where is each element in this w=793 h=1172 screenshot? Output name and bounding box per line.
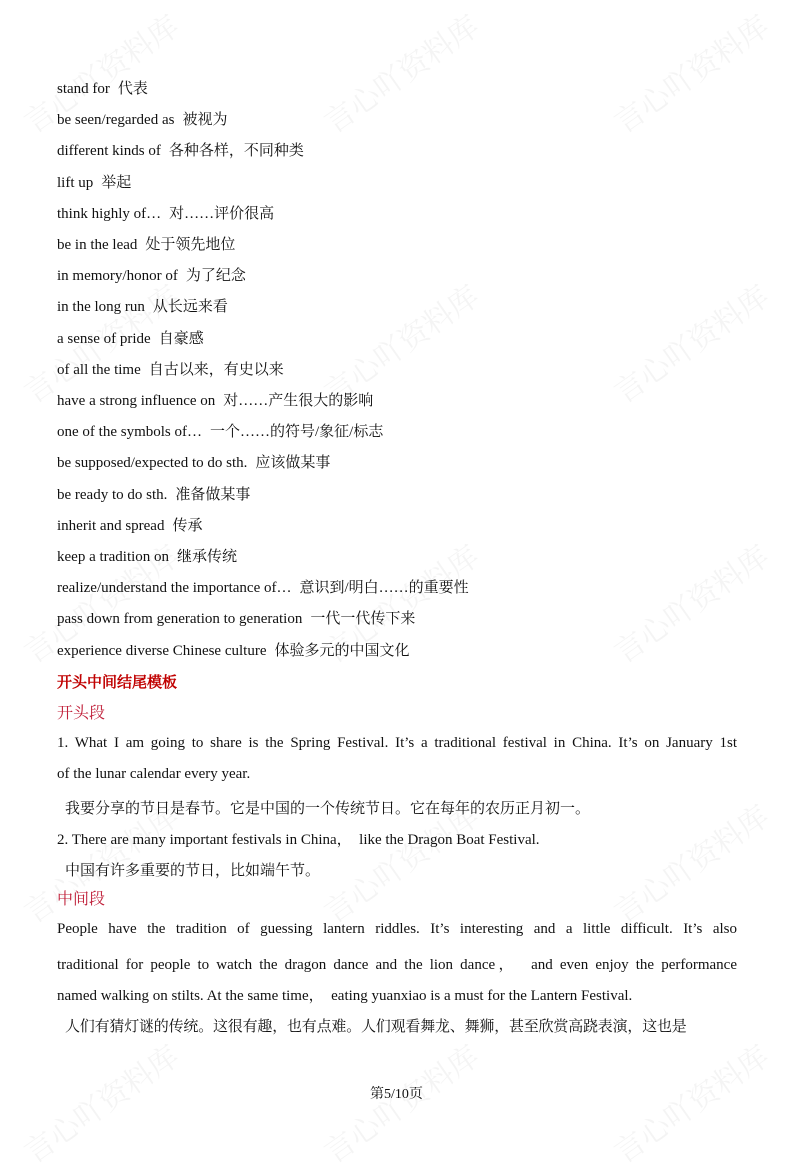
phrase-item bbox=[57, 297, 228, 317]
phrase-item bbox=[57, 173, 131, 193]
phrase-en: be ready to do sth. bbox=[57, 486, 168, 503]
phrase-item bbox=[57, 329, 204, 349]
phrase-en: in the long run bbox=[57, 299, 145, 316]
phrase-zh: 一个……的符号/象征/标志 bbox=[209, 424, 384, 441]
opening-p2: 2. There are many important festivals in China， like the Dragon Boat Festival. bbox=[57, 832, 540, 848]
phrase-en: think highly of… bbox=[57, 205, 162, 222]
phrase-item bbox=[57, 516, 202, 536]
phrase-zh: 对……产生很大的影响 bbox=[223, 393, 374, 409]
phrase-item bbox=[57, 79, 148, 99]
opening-p1-line2: of the lunar calendar every year. bbox=[57, 766, 251, 782]
phrase-en: of all the time bbox=[57, 361, 141, 378]
phrase-zh: 举起 bbox=[101, 174, 132, 191]
page-number: 第5/10页 bbox=[370, 1087, 423, 1102]
phrase-en: have a strong influence on bbox=[57, 393, 216, 409]
phrase-zh: 意识到/明白……的重要性 bbox=[299, 580, 469, 597]
phrase-en: lift up bbox=[57, 174, 94, 191]
phrase-item bbox=[57, 485, 250, 505]
middle-line3: named walking on stilts. At the same time， eating yuanxiao is a must for the Lantern Festival. bbox=[57, 988, 633, 1004]
watermark bbox=[314, 2, 487, 141]
phrase-zh: 被视为 bbox=[182, 112, 228, 129]
middle-heading: 中间段 bbox=[57, 891, 106, 908]
opening-p1-zh: 我要分享的节日是春节。它是中国的一个传统节日。它在每年的农历正月初一。 bbox=[65, 801, 591, 817]
template-heading: 开头中间结尾模板 bbox=[57, 675, 178, 691]
phrase-item bbox=[57, 547, 237, 567]
phrase-en: be supposed/expected to do sth. bbox=[57, 455, 248, 472]
phrase-en: inherit and spread bbox=[57, 517, 165, 534]
phrase-en: be seen/regarded as bbox=[57, 112, 175, 129]
phrase-item bbox=[57, 204, 274, 224]
phrase-zh: 代表 bbox=[117, 81, 148, 97]
phrase-zh: 为了纪念 bbox=[185, 268, 246, 285]
phrase-en: a sense of pride bbox=[57, 330, 151, 347]
phrase-item bbox=[57, 453, 330, 473]
phrase-en: different kinds of bbox=[57, 143, 161, 160]
watermark bbox=[604, 272, 777, 411]
opening-p2-zh: 中国有许多重要的节日，比如端午节。 bbox=[65, 863, 321, 879]
phrase-item bbox=[57, 235, 235, 255]
phrase-zh: 各种各样，不同种类 bbox=[168, 143, 304, 160]
phrase-zh: 继承传统 bbox=[177, 549, 238, 565]
phrase-zh: 应该做某事 bbox=[255, 455, 331, 472]
phrase-en: be in the lead bbox=[57, 237, 138, 253]
phrase-en: realize/understand the importance of… bbox=[57, 580, 292, 597]
phrase-en: experience diverse Chinese culture bbox=[57, 642, 267, 659]
middle-line1: People have the tradition of guessing lantern riddles. It’s interesting and a little difficult. It’s also bbox=[57, 921, 737, 937]
opening-p1-line1: 1. What I am going to share is the Spring Festival. It’s a traditional festival in China. It’s on January 1st bbox=[57, 735, 737, 751]
phrase-zh: 准备做某事 bbox=[175, 486, 251, 503]
phrase-zh: 一代一代传下来 bbox=[310, 611, 416, 628]
phrase-zh: 传承 bbox=[172, 517, 203, 534]
phrase-en: pass down from generation to generation bbox=[57, 611, 303, 628]
phrase-en: stand for bbox=[57, 81, 110, 97]
phrase-en: keep a tradition on bbox=[57, 549, 170, 565]
opening-heading: 开头段 bbox=[57, 705, 106, 722]
phrase-item bbox=[57, 422, 383, 442]
phrase-en: one of the symbols of… bbox=[57, 424, 202, 441]
phrase-item bbox=[57, 141, 304, 161]
phrase-zh: 处于领先地位 bbox=[145, 237, 236, 253]
phrase-item bbox=[57, 266, 246, 286]
watermark bbox=[604, 532, 777, 671]
phrase-item bbox=[57, 110, 227, 130]
middle-line2: traditional for people to watch the dragon dance and the lion dance， and even enjoy the performance bbox=[57, 957, 737, 973]
phrase-zh: 自古以来，有史以来 bbox=[148, 361, 284, 378]
phrase-item bbox=[57, 391, 373, 411]
middle-zh: 人们有猜灯谜的传统。这很有趣，也有点难。人们观看舞龙、舞狮，甚至欣赏高跷表演，这也是 bbox=[65, 1019, 687, 1035]
phrase-zh: 体验多元的中国文化 bbox=[274, 642, 410, 659]
phrase-en: in memory/honor of bbox=[57, 268, 178, 285]
phrase-zh: 自豪感 bbox=[158, 330, 204, 347]
phrase-item bbox=[57, 578, 469, 598]
phrase-zh: 对……评价很高 bbox=[169, 205, 275, 222]
phrase-item bbox=[57, 360, 284, 380]
phrase-item bbox=[57, 641, 410, 661]
phrase-item bbox=[57, 609, 415, 629]
watermark bbox=[604, 2, 777, 141]
phrase-zh: 从长远来看 bbox=[152, 299, 228, 316]
